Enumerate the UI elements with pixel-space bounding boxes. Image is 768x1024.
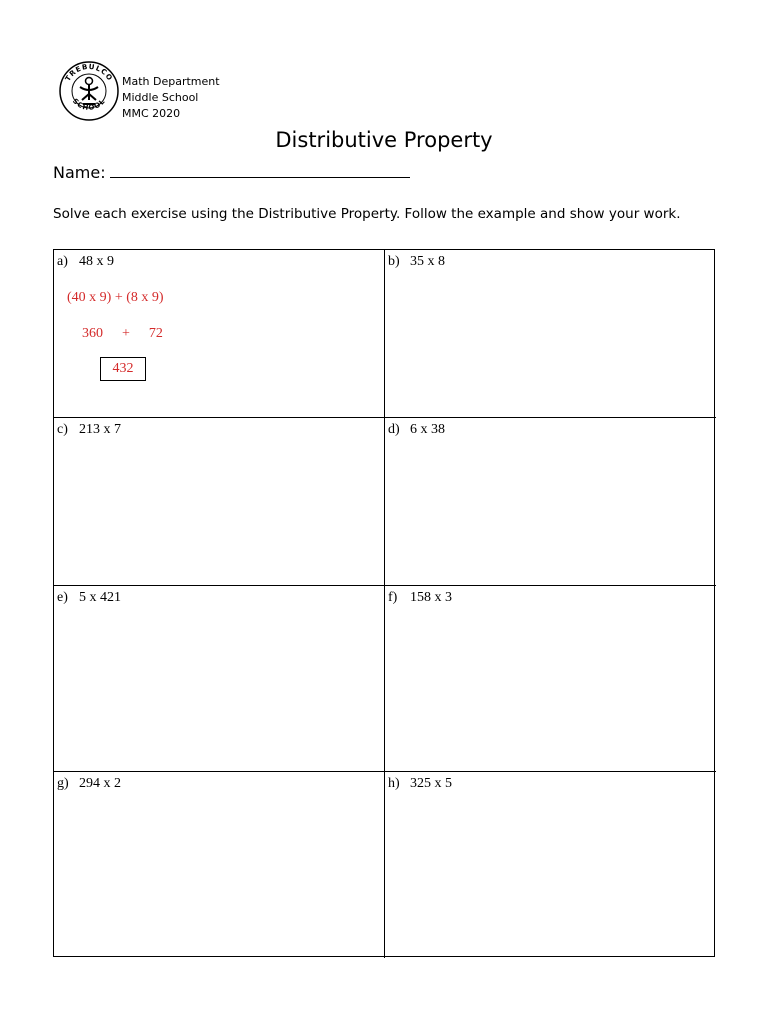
problem-label: h) 325 x 5 <box>388 776 452 791</box>
exercise-cell-g[interactable] <box>54 772 385 958</box>
problem-label: f) 158 x 3 <box>388 590 452 605</box>
exercise-cell-b[interactable] <box>385 250 716 418</box>
instructions: Solve each exercise using the Distributive Property. Follow the example and show your work. <box>53 206 681 222</box>
exercise-cell-a[interactable] <box>54 250 385 418</box>
name-row <box>53 160 410 182</box>
problem-label: g) 294 x 2 <box>57 776 121 791</box>
page-title: Distributive Property <box>275 128 493 152</box>
problem-label: b) 35 x 8 <box>388 254 445 269</box>
school-info <box>122 74 220 122</box>
problem-label: d) 6 x 38 <box>388 422 445 437</box>
name-label: Name: <box>53 163 106 182</box>
exercise-cell-d[interactable] <box>385 418 716 586</box>
name-blank[interactable] <box>110 160 410 178</box>
example-step-2: 360 + 72 <box>82 326 163 341</box>
exercise-cell-e[interactable] <box>54 586 385 772</box>
example-step-1: (40 x 9) + (8 x 9) <box>67 290 164 305</box>
school-logo <box>58 60 120 122</box>
exercise-cell-c[interactable] <box>54 418 385 586</box>
exercise-grid <box>53 249 715 957</box>
problem-label: a) 48 x 9 <box>57 254 114 269</box>
exercise-cell-f[interactable] <box>385 586 716 772</box>
svg-text:SCHOOL: SCHOOL <box>70 97 108 113</box>
problem-label: e) 5 x 421 <box>57 590 121 605</box>
school-label: Middle School <box>122 91 199 104</box>
problem-label: c) 213 x 7 <box>57 422 121 437</box>
example-answer-box: 432 <box>100 357 146 381</box>
department-label: Math Department <box>122 75 220 88</box>
exercise-cell-h[interactable] <box>385 772 716 958</box>
svg-text:TREBULCO: TREBULCO <box>63 62 115 83</box>
course-code: MMC 2020 <box>122 107 181 120</box>
